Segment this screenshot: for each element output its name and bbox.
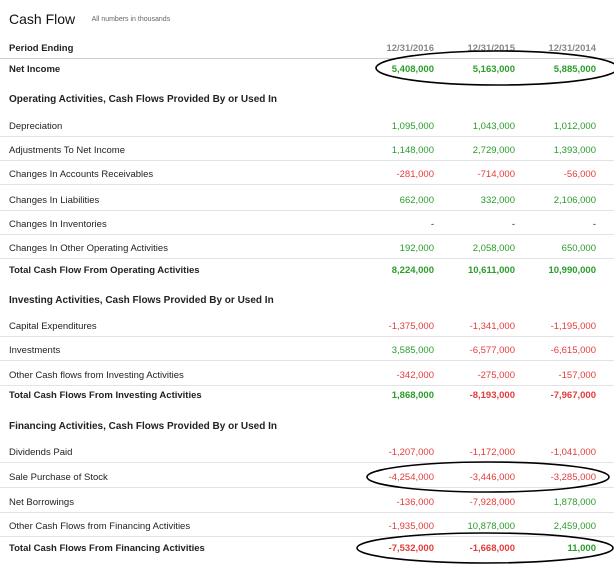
total-row: [0, 384, 614, 406]
table-row: [0, 237, 614, 259]
row-value: -714,000: [477, 169, 515, 180]
row-label: Capital Expenditures: [9, 321, 97, 332]
row-value: -56,000: [563, 169, 596, 180]
total-row: [0, 537, 614, 559]
row-label: Investments: [9, 345, 61, 356]
period-ending-label: Period Ending: [9, 43, 74, 54]
row-value: 332,000: [480, 195, 515, 206]
row-value: 3,585,000: [391, 345, 434, 356]
cash-flow-header: [9, 11, 170, 29]
row-value: -3,285,000: [550, 472, 596, 483]
row-value: 1,095,000: [391, 121, 434, 132]
row-value: -281,000: [396, 169, 434, 180]
row-value: -7,928,000: [469, 497, 515, 508]
table-row: [0, 163, 614, 185]
row-divider: [0, 487, 614, 488]
section-title: Financing Activities, Cash Flows Provided By or Used In: [9, 421, 278, 432]
section-title: Operating Activities, Cash Flows Provided By or Used In: [9, 94, 278, 105]
table-row: [0, 139, 614, 161]
row-divider: [0, 336, 614, 337]
total-row: [0, 259, 614, 281]
row-value: 1,012,000: [553, 121, 596, 132]
row-value: -157,000: [558, 370, 596, 381]
row-value: -: [511, 219, 515, 230]
row-label: Changes In Other Operating Activities: [9, 243, 168, 254]
row-value: 1,878,000: [553, 497, 596, 508]
row-label: Other Cash flows from Investing Activities: [9, 370, 184, 381]
row-value: 5,163,000: [472, 64, 515, 75]
row-label: Total Cash Flows From Investing Activities: [9, 390, 202, 401]
row-value: -1,668,000: [469, 543, 515, 554]
row-label: Net Borrowings: [9, 497, 74, 508]
row-label: Other Cash Flows from Financing Activities: [9, 521, 191, 532]
row-label: Adjustments To Net Income: [9, 145, 125, 156]
row-value: -275,000: [477, 370, 515, 381]
row-label: Net Income: [9, 64, 61, 75]
page-title: Cash Flow: [9, 11, 76, 27]
period-column-header: 12/31/2014: [548, 43, 596, 54]
total-row: [0, 58, 614, 80]
row-value: -6,615,000: [550, 345, 596, 356]
table-row: [0, 364, 614, 386]
table-row: [0, 115, 614, 137]
table-row: [0, 189, 614, 211]
row-value: -1,207,000: [388, 447, 434, 458]
row-value: 650,000: [561, 243, 596, 254]
row-divider: [0, 234, 614, 235]
row-divider: [0, 136, 614, 137]
row-value: 1,393,000: [553, 145, 596, 156]
row-label: Total Cash Flow From Operating Activities: [9, 265, 200, 276]
table-row: [0, 515, 614, 537]
row-divider: [0, 512, 614, 513]
row-value: -4,254,000: [388, 472, 434, 483]
row-value: -7,967,000: [550, 390, 596, 401]
row-label: Changes In Liabilities: [9, 195, 100, 206]
section-header: [0, 88, 614, 110]
row-divider: [0, 184, 614, 185]
row-value: -1,375,000: [388, 321, 434, 332]
row-label: Changes In Inventories: [9, 219, 107, 230]
row-value: 662,000: [399, 195, 434, 206]
row-divider: [0, 462, 614, 463]
row-value: 5,408,000: [391, 64, 434, 75]
row-label: Depreciation: [9, 121, 63, 132]
row-value: -1,041,000: [550, 447, 596, 458]
row-value: -3,446,000: [469, 472, 515, 483]
units-note: All numbers in thousands: [91, 16, 171, 23]
row-value: 1,043,000: [472, 121, 515, 132]
period-header-row: [0, 37, 614, 59]
row-value: -1,935,000: [388, 521, 434, 532]
row-value: 11,000: [567, 543, 596, 554]
row-value: 10,611,000: [467, 265, 515, 276]
row-value: -342,000: [396, 370, 434, 381]
row-value: -8,193,000: [469, 390, 515, 401]
row-value: 8,224,000: [391, 265, 434, 276]
row-value: 2,459,000: [553, 521, 596, 532]
row-label: Dividends Paid: [9, 447, 73, 458]
row-value: 2,106,000: [553, 195, 596, 206]
row-value: 10,878,000: [467, 521, 515, 532]
row-label: Total Cash Flows From Financing Activities: [9, 543, 205, 554]
row-value: 1,868,000: [391, 390, 434, 401]
section-header: [0, 415, 614, 437]
row-divider: [0, 210, 614, 211]
row-label: Sale Purchase of Stock: [9, 472, 108, 483]
row-value: -: [592, 219, 596, 230]
row-divider: [0, 160, 614, 161]
row-value: 5,885,000: [553, 64, 596, 75]
row-value: -136,000: [396, 497, 434, 508]
section-header: [0, 289, 614, 311]
row-label: Changes In Accounts Receivables: [9, 169, 154, 180]
row-value: 10,990,000: [548, 265, 596, 276]
period-column-header: 12/31/2016: [386, 43, 434, 54]
row-value: -6,577,000: [469, 345, 515, 356]
row-value: -1,195,000: [550, 321, 596, 332]
row-value: 2,058,000: [472, 243, 515, 254]
row-value: -7,532,000: [388, 543, 434, 554]
row-value: 192,000: [399, 243, 434, 254]
table-row: [0, 339, 614, 361]
row-value: -1,172,000: [469, 447, 515, 458]
row-value: 2,729,000: [472, 145, 515, 156]
table-row: [0, 315, 614, 337]
table-row: [0, 213, 614, 235]
section-title: Investing Activities, Cash Flows Provided By or Used In: [9, 295, 274, 306]
table-row: [0, 441, 614, 463]
row-divider: [0, 360, 614, 361]
row-value: 1,148,000: [391, 145, 434, 156]
table-row: [0, 491, 614, 513]
row-value: -1,341,000: [469, 321, 515, 332]
table-row: [0, 466, 614, 488]
period-column-header: 12/31/2015: [467, 43, 515, 54]
row-value: -: [430, 219, 434, 230]
